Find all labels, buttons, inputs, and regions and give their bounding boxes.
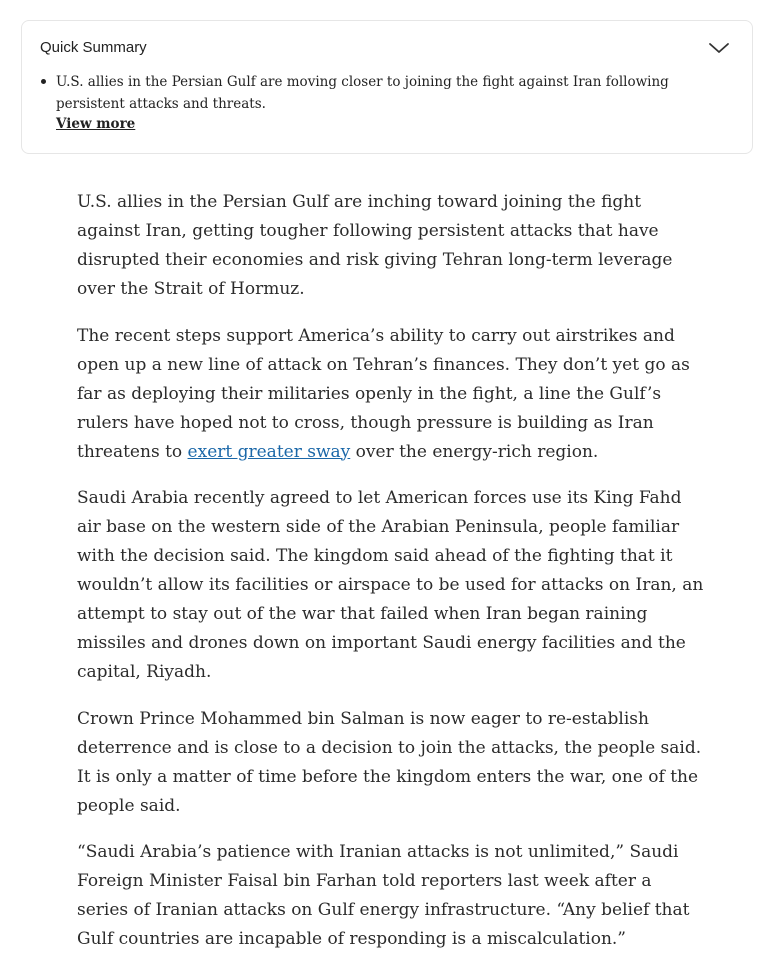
article-body [77,188,705,972]
chevron-down-icon[interactable] [708,41,730,55]
summary-item-text: U.S. allies in the Persian Gulf are moving closer to joining the fight against Iran following persistent attacks and threats. [56,74,669,112]
article-paragraph: U.S. allies in the Persian Gulf are inching toward joining the fight against Iran, getting tougher following persistent attacks that have disrupted their economies and risk giving Tehran long-term leverage over the Strait of Hormuz. [77,192,673,299]
article-paragraph [77,322,705,467]
paragraph-text: over the energy-rich region. [350,441,599,462]
summary-list [38,71,698,115]
paragraph-text: The recent steps support America’s ability to carry out airstrikes and open up a new line of attack on Tehran’s finances. They don’t yet go as far as deploying their militaries openly in the fight, a line the Gulf’s rulers have hoped not to cross, though pressure is building as Iran threatens to [77,325,690,462]
summary-item [38,71,698,115]
exert-greater-sway-link[interactable]: exert greater sway [187,441,351,462]
quick-summary-card [21,20,753,154]
article-paragraph: Crown Prince Mohammed bin Salman is now eager to re-establish deterrence and is close to a decision to join the attacks, the people said. It is only a matter of time before the kingdom enters the war, one of the people said. [77,708,702,816]
bullet-icon [41,79,46,84]
article-paragraph: “Saudi Arabia’s patience with Iranian attacks is not unlimited,” Saudi Foreign Minister Faisal bin Farhan told reporters last week after a series of Iranian attacks on Gulf energy infrastructure. “Any belief that Gulf countries are incapable of responding is a miscalculation.” [77,842,690,949]
quick-summary-title: Quick Summary [40,39,147,56]
view-more-link[interactable]: View more [56,116,136,132]
article-paragraph: Saudi Arabia recently agreed to let American forces use its King Fahd air base on the western side of the Arabian Peninsula, people familiar with the decision said. The kingdom said ahead of the fighting that it wouldn’t allow its facilities or airspace to be used for attacks on Iran, an attempt to stay out of the war that failed when Iran began raining missiles and drones down on important Saudi energy facilities and the capital, Riyadh. [77,488,704,682]
